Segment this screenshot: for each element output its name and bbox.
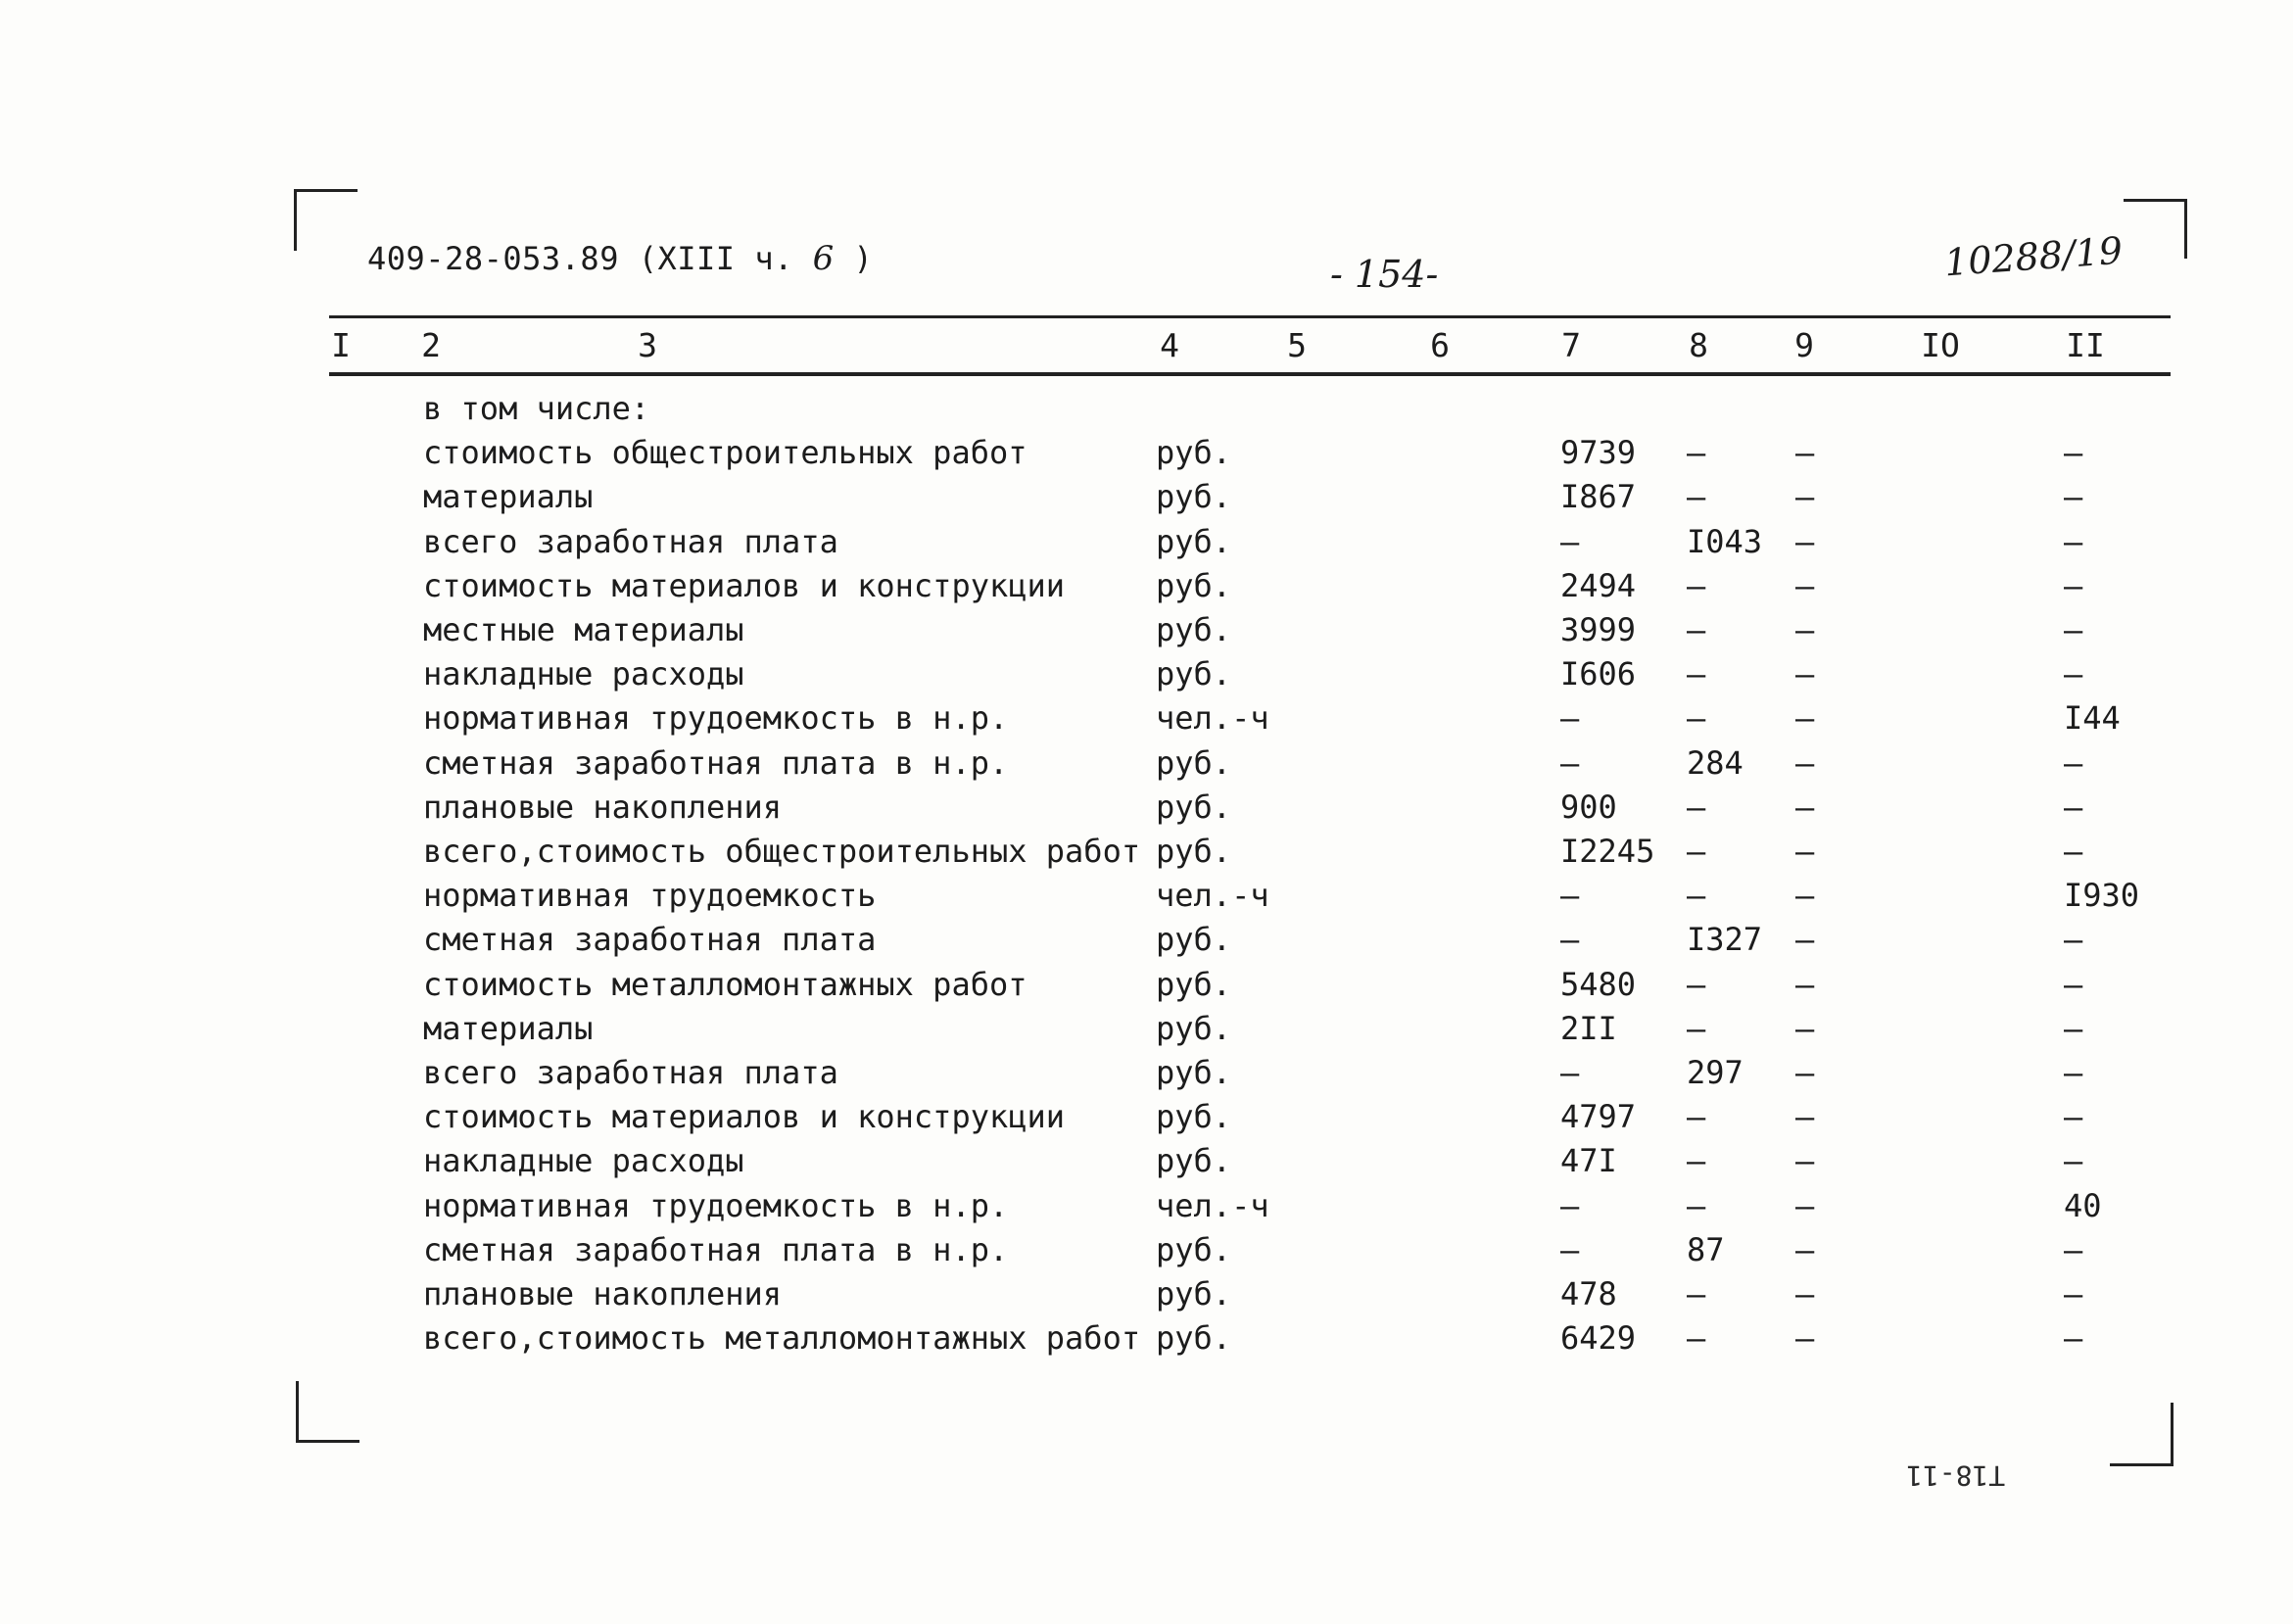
corner-mark-bottom-right (2110, 1403, 2174, 1466)
row-description: всего,стоимость металломонтажных работ (423, 1319, 1141, 1358)
row-description: сметная заработная плата в н.р. (423, 1230, 1009, 1268)
column-number-3: 3 (638, 326, 657, 364)
row-col9-value: – (1795, 1098, 1815, 1136)
row-description: плановые накопления (423, 1275, 783, 1313)
table-row (0, 520, 2293, 564)
row-col7-value: – (1560, 522, 1580, 560)
row-unit: руб. (1156, 478, 1232, 516)
row-unit: руб. (1156, 1009, 1232, 1047)
row-description: нормативная трудоемкость в н.р. (423, 1186, 1009, 1224)
column-number-2: 2 (421, 326, 441, 364)
row-col8-value: I043 (1687, 522, 1763, 560)
row-col11-value: I44 (2064, 699, 2121, 738)
row-col9-value: – (1795, 833, 1815, 870)
row-col7-value: 5480 (1560, 965, 1637, 1003)
corner-mark-top-left (294, 189, 358, 251)
row-description: всего заработная плата (423, 1054, 838, 1091)
row-col11-value: 40 (2064, 1186, 2102, 1224)
row-col7-value: – (1560, 1186, 1580, 1224)
row-col7-value: 2494 (1560, 566, 1637, 604)
row-col7-value: I2245 (1560, 833, 1655, 870)
row-unit: руб. (1156, 611, 1232, 648)
row-col7-value: 47I (1560, 1142, 1617, 1180)
row-col9-value: – (1795, 1230, 1815, 1268)
row-col8-value: – (1687, 478, 1706, 516)
row-col7-value: 478 (1560, 1275, 1617, 1313)
row-col9-value: – (1795, 522, 1815, 560)
table-header-rule (329, 372, 2171, 376)
row-description: материалы (423, 1009, 594, 1047)
row-col9-value: – (1795, 611, 1815, 648)
row-col11-value: – (2064, 522, 2083, 560)
row-col11-value: – (2064, 1054, 2083, 1091)
row-col11-value: – (2064, 1230, 2083, 1268)
row-col9-value: – (1795, 655, 1815, 693)
column-number-6: 6 (1430, 326, 1450, 364)
row-col11-value: – (2064, 921, 2083, 959)
row-col9-value: – (1795, 877, 1815, 915)
row-description: стоимость металломонтажных работ (423, 965, 1027, 1003)
row-description: накладные расходы (423, 655, 744, 693)
page-number: - 154- (1330, 253, 1439, 296)
row-col11-value: – (2064, 1098, 2083, 1136)
table-row (0, 1184, 2293, 1228)
row-col11-value: – (2064, 1142, 2083, 1180)
table-row (0, 918, 2293, 962)
row-col11-value: – (2064, 478, 2083, 516)
document-code-text: 409-28-053.89 (XIII ч. (367, 240, 793, 277)
table-top-rule (329, 315, 2171, 318)
row-col8-value: – (1687, 611, 1706, 648)
row-col7-value: I606 (1560, 655, 1637, 693)
row-col7-value: – (1560, 877, 1580, 915)
row-unit: руб. (1156, 788, 1232, 826)
table-row (0, 696, 2293, 740)
column-number-4: 4 (1160, 326, 1179, 364)
row-col9-value: – (1795, 1186, 1815, 1224)
table-row (0, 874, 2293, 918)
document-code-close: ) (853, 240, 874, 277)
table-row (0, 652, 2293, 696)
document-code (367, 239, 873, 278)
row-col9-value: – (1795, 1142, 1815, 1180)
row-unit: чел.-ч (1156, 877, 1269, 915)
row-col11-value: – (2064, 1009, 2083, 1047)
row-col8-value: 284 (1687, 743, 1744, 782)
table-row (0, 1007, 2293, 1051)
row-col7-value: – (1560, 1230, 1580, 1268)
column-number-10: IO (1921, 326, 1960, 364)
row-col9-value: – (1795, 434, 1815, 472)
table-row (0, 1095, 2293, 1139)
row-unit: руб. (1156, 1275, 1232, 1313)
table-row (0, 1316, 2293, 1361)
row-description: стоимость материалов и конструкции (423, 566, 1066, 604)
row-col7-value: 4797 (1560, 1098, 1637, 1136)
row-col11-value: – (2064, 743, 2083, 782)
table-row (0, 387, 2293, 431)
column-number-7: 7 (1561, 326, 1581, 364)
row-description: сметная заработная плата (423, 921, 877, 959)
row-col8-value: – (1687, 877, 1706, 915)
row-description: нормативная трудоемкость в н.р. (423, 699, 1009, 738)
row-col7-value: 3999 (1560, 611, 1637, 648)
table-row (0, 1139, 2293, 1183)
row-col8-value: 87 (1687, 1230, 1725, 1268)
column-number-5: 5 (1287, 326, 1307, 364)
row-col11-value: – (2064, 965, 2083, 1003)
row-unit: руб. (1156, 921, 1232, 959)
row-unit: руб. (1156, 522, 1232, 560)
row-col9-value: – (1795, 566, 1815, 604)
table-row (0, 1051, 2293, 1095)
row-col8-value: – (1687, 1186, 1706, 1224)
row-col9-value: – (1795, 1009, 1815, 1047)
table-row (0, 1272, 2293, 1316)
row-col9-value: – (1795, 788, 1815, 826)
column-number-9: 9 (1794, 326, 1814, 364)
row-col7-value: 9739 (1560, 434, 1637, 472)
row-col11-value: – (2064, 611, 2083, 648)
row-col8-value: – (1687, 965, 1706, 1003)
corner-mark-bottom-left (296, 1381, 359, 1443)
table-row (0, 830, 2293, 874)
row-unit: руб. (1156, 566, 1232, 604)
row-col9-value: – (1795, 478, 1815, 516)
row-unit: руб. (1156, 434, 1232, 472)
row-col8-value: – (1687, 833, 1706, 870)
row-unit: руб. (1156, 1054, 1232, 1091)
row-unit: чел.-ч (1156, 1186, 1269, 1224)
row-col8-value: – (1687, 1142, 1706, 1180)
row-col11-value: – (2064, 1275, 2083, 1313)
row-unit: руб. (1156, 965, 1232, 1003)
row-col11-value: I930 (2064, 877, 2140, 915)
row-unit: руб. (1156, 1230, 1232, 1268)
row-col7-value: – (1560, 699, 1580, 738)
row-description: в том числе: (423, 390, 650, 427)
row-unit: руб. (1156, 743, 1232, 782)
row-col9-value: – (1795, 1054, 1815, 1091)
table-row (0, 1228, 2293, 1272)
table-row (0, 963, 2293, 1007)
row-unit: руб. (1156, 1319, 1232, 1358)
row-unit: чел.-ч (1156, 699, 1269, 738)
row-col8-value: – (1687, 1319, 1706, 1358)
row-col7-value: – (1560, 1054, 1580, 1091)
row-col7-value: 6429 (1560, 1319, 1637, 1358)
row-col9-value: – (1795, 1275, 1815, 1313)
row-col9-value: – (1795, 921, 1815, 959)
inventory-number: 10288/19 (1942, 228, 2125, 285)
table-row (0, 431, 2293, 475)
row-col8-value: 297 (1687, 1054, 1744, 1091)
corner-mark-top-right (2124, 199, 2187, 259)
table-row (0, 564, 2293, 608)
column-number-row (0, 326, 2293, 369)
table-row (0, 741, 2293, 786)
row-col7-value: I867 (1560, 478, 1637, 516)
row-unit: руб. (1156, 833, 1232, 870)
row-col11-value: – (2064, 1319, 2083, 1358)
table-row (0, 608, 2293, 652)
table-row (0, 475, 2293, 519)
sheet-mark: T18-11 (1906, 1459, 2006, 1492)
row-col8-value: – (1687, 788, 1706, 826)
row-col8-value: – (1687, 699, 1706, 738)
row-description: накладные расходы (423, 1142, 744, 1180)
row-col11-value: – (2064, 566, 2083, 604)
row-col11-value: – (2064, 833, 2083, 870)
column-number-1: I (331, 326, 351, 364)
row-col9-value: – (1795, 699, 1815, 738)
row-col7-value: – (1560, 921, 1580, 959)
row-col11-value: – (2064, 655, 2083, 693)
row-description: плановые накопления (423, 788, 783, 826)
row-col7-value: 2II (1560, 1009, 1617, 1047)
row-description: местные материалы (423, 611, 744, 648)
row-description: материалы (423, 478, 594, 516)
row-col7-value: – (1560, 743, 1580, 782)
row-col8-value: I327 (1687, 921, 1763, 959)
row-unit: руб. (1156, 655, 1232, 693)
row-col8-value: – (1687, 1275, 1706, 1313)
row-col8-value: – (1687, 655, 1706, 693)
column-number-11: II (2066, 326, 2105, 364)
row-description: стоимость материалов и конструкции (423, 1098, 1066, 1136)
row-col8-value: – (1687, 1009, 1706, 1047)
column-number-8: 8 (1689, 326, 1708, 364)
row-description: нормативная трудоемкость (423, 877, 877, 915)
row-col8-value: – (1687, 1098, 1706, 1136)
row-col8-value: – (1687, 566, 1706, 604)
row-col7-value: 900 (1560, 788, 1617, 826)
row-col8-value: – (1687, 434, 1706, 472)
row-col9-value: – (1795, 1319, 1815, 1358)
row-col9-value: – (1795, 965, 1815, 1003)
document-part-number: 6 (812, 239, 835, 278)
row-unit: руб. (1156, 1098, 1232, 1136)
table-row (0, 786, 2293, 830)
row-col11-value: – (2064, 788, 2083, 826)
row-description: всего заработная плата (423, 522, 838, 560)
row-description: стоимость общестроительных работ (423, 434, 1027, 472)
row-description: всего,стоимость общестроительных работ (423, 833, 1141, 870)
row-description: сметная заработная плата в н.р. (423, 743, 1009, 782)
row-unit: руб. (1156, 1142, 1232, 1180)
row-col11-value: – (2064, 434, 2083, 472)
row-col9-value: – (1795, 743, 1815, 782)
